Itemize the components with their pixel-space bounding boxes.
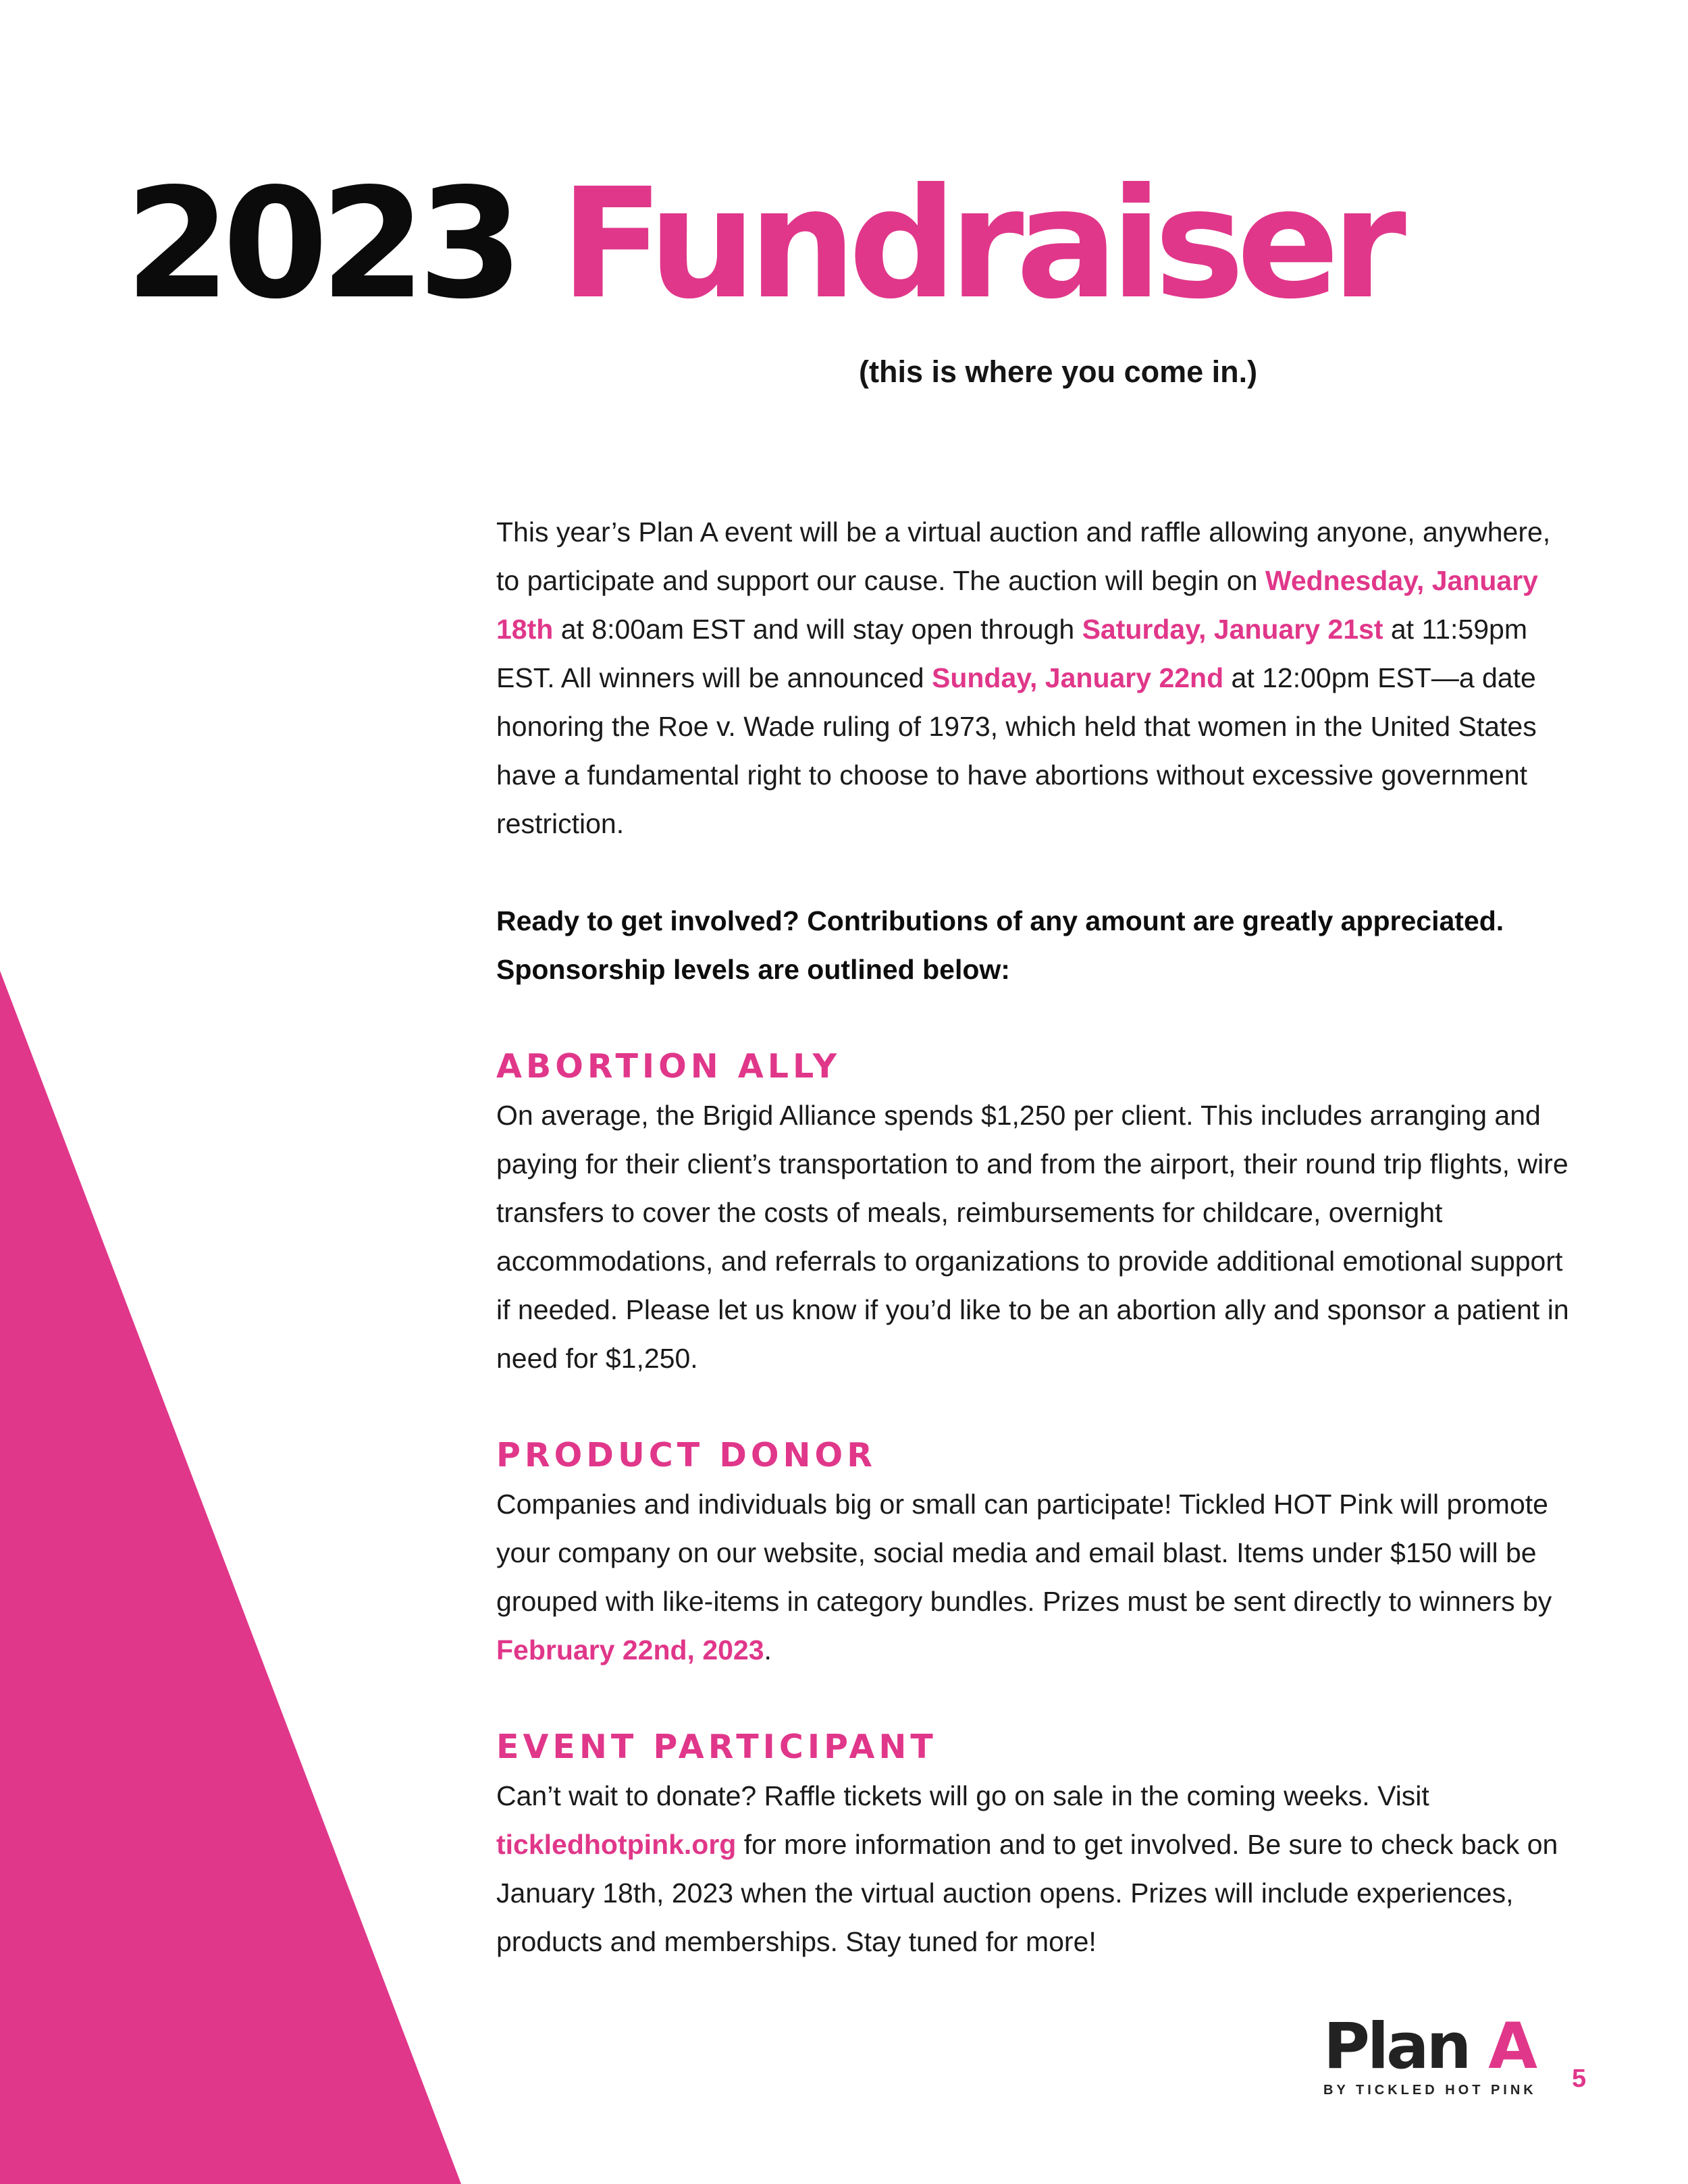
winners-announce-date: Sunday, January 22nd <box>931 662 1224 693</box>
event-participant-text-end: for more information and to get involved. Be sure to check back on January 18th, 2023 when the virtual auction opens. Prizes will include experiences, products and memberships. Stay tuned for more! <box>496 1829 1558 1957</box>
page-title <box>125 156 1398 333</box>
intro-text-1: This year’s Plan A event will be a virtual auction and raffle allowing anyone, anywhere, to participate and support our cause. The auction will begin on <box>496 516 1551 596</box>
intro-text-4: at 12:00pm EST—a date honoring the Roe v. Wade ruling of 1973, which held that women in the United States have a fundamental right to choose to have abortions without excessive government restriction. <box>496 662 1537 839</box>
page-number: 5 <box>1572 2065 1587 2093</box>
main-content <box>496 508 1570 1966</box>
section-body-event-participant <box>496 1772 1570 1966</box>
logo-tagline: BY TICKLED HOT PINK <box>1323 2083 1537 2098</box>
logo-word: Plan <box>1323 2010 1469 2083</box>
intro-paragraph <box>496 508 1570 848</box>
logo-wordmark <box>1323 2010 1535 2083</box>
auction-end-date: Saturday, January 21st <box>1082 614 1383 645</box>
intro-text-2: at 8:00am EST and will stay open through <box>553 614 1082 645</box>
product-donor-text: Companies and individuals big or small can participate! Tickled HOT Pink will promote your company on our website, social media and email blast. Items under $150 will be grouped with like-items in category bundles. Prizes must be sent directly to winners by <box>496 1489 1552 1617</box>
section-title-product-donor: PRODUCT DONOR <box>496 1436 876 1474</box>
product-donor-end: . <box>764 1634 772 1666</box>
section-body-product-donor <box>496 1480 1570 1674</box>
section-title-event-participant: EVENT PARTICIPANT <box>496 1728 937 1766</box>
page-subtitle: (this is where you come in.) <box>859 354 1258 389</box>
event-participant-text-start: Can’t wait to donate? Raffle tickets will go on sale in the coming weeks. Visit <box>496 1780 1429 1811</box>
title-year: 2023 <box>125 156 516 333</box>
title-word: Fundraiser <box>560 156 1398 333</box>
auction-start-date: Wednesday, January 18th <box>496 565 1538 645</box>
plan-a-logo <box>1323 2010 1537 2098</box>
intro-text-3: at 11:59pm EST. All winners will be announced <box>496 614 1527 693</box>
prize-deadline-date: February 22nd, 2023 <box>496 1634 764 1666</box>
call-to-action: Ready to get involved? Contributions of any amount are greatly appreciated. Sponsorship levels are outlined below: <box>496 905 1504 985</box>
logo-letter-a: A <box>1488 2010 1535 2083</box>
section-body-abortion-ally: On average, the Brigid Alliance spends $1,250 per client. This includes arranging and paying for their client’s transportation to and from the airport, their round trip flights, wire transfers to cover the costs of meals, reimbursements for childcare, overnight accommodations, and referrals to organizations to provide additional emotional support if needed. Please let us know if you’d like to be an abortion ally and sponsor a patient in need for $1,250. <box>496 1100 1569 1374</box>
website-link[interactable]: tickledhotpink.org <box>496 1829 737 1860</box>
section-title-abortion-ally: ABORTION ALLY <box>496 1047 841 1086</box>
